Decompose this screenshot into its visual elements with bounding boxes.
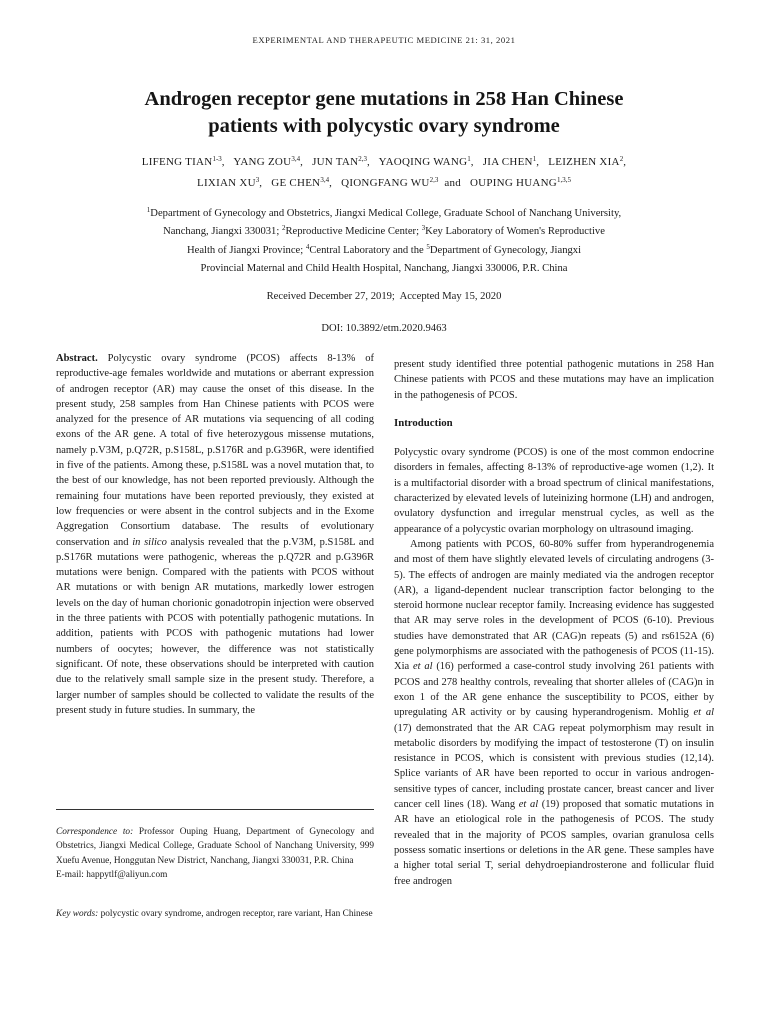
author: LIXIAN $XU^3$, bbox=[197, 176, 269, 189]
keywords-label: Key words: bbox=[56, 909, 99, 919]
introduction-paragraph-1: Polycystic ovary syndrome (PCOS) is one of the most common endocrine disorders in females, affecting 8-13% of reproductive-age women (1,2). It is a multifactorial disorder with a broad spectrum of clinical manifestations, characterized by elevated levels of luteinizing hormone (LH) and androgen, ovulatory dysfunction and irregular menstrual cycles, as well as the appearance of a polycystic ovarian morphology on ultrasound imaging. bbox=[394, 447, 714, 535]
keywords-note: Key words: polycystic ovary syndrome, androgen receptor, rare variant, Han Chinese bbox=[56, 909, 373, 919]
introduction-paragraph-2: Among patients with PCOS, 60-80% suffer from hyperandrogenemia and most of them have slightly elevated levels of circulating androgens (3-5). The effects of androgen are mainly mediated via the androgen receptor (AR), a ligand-dependent nuclear transcription factor belonging to the steroid hormone nuclear receptor family. Increasing evidence has suggested that AR may serve roles in the development of PCOS (6-10). Previous studies have demonstrated that AR (CAG)n repeats (5) and rs6152A (6) gene polymorphisms are associated with the pathogenesis of PCOS (11-15). Xia et al (16) performed a case-control study involving 261 patients with PCOS and 278 healthy controls, revealing that shorter alleles of (CAG)n in exon 1 of the AR gene enhance the susceptibility to PCOS, either by upregulating AR activity or by causing hyperandrogenism. Mohlig et al (17) demonstrated that the AR CAG repeat polymorphism may result in metabolic disorders by modifying the impact of testosterone (T) on insulin resistance in PCOS, which is consistent with previous studies (12,14). Splice variants of AR have been reported to occur in various androgen-sensitive types of cancer, including prostate cancer, breast cancer and liver cancer cell lines (18). Wang et al (19) proposed that somatic mutations in AR have an etiological role in the pathogenesis of PCOS. The study revealed that in the majority of PCOS samples, ovarian granulosa cells possess somatic insertions or deletions in the AR gene. These samples have a higher total serial T, serial dehydroepiandrosterone and follicular fluid free androgen bbox=[394, 538, 715, 887]
received-accepted-dates: Received December 27, 2019; Accepted May 15, 2020 bbox=[266, 291, 502, 302]
author: JUN TAN$^{2,3}$, bbox=[312, 155, 377, 168]
email: E-mail: happytlf@aliyun.com bbox=[56, 870, 168, 881]
correspondence-label: Correspondence to: bbox=[56, 827, 134, 837]
doi: DOI: 10.3892/etm.2020.9463 bbox=[321, 323, 447, 334]
right-column bbox=[394, 357, 714, 889]
author: QIONGFANG WU$^{2,3}$ and bbox=[341, 176, 467, 189]
author: LIFENG TIAN$^{1-3}$, bbox=[141, 155, 231, 168]
abstract-continued: present study identified three potential pathogenic mutations in 258 Han Chinese patients with PCOS and these mutations may have an implication in the pathogenesis of PCOS. bbox=[394, 359, 714, 401]
abstract-label: Abstract. bbox=[56, 353, 98, 364]
affiliations: $^1$Department of Gynecology and Obstetrics, Jiangxi Medical College, Graduate School of Nanchang University, Nanchang, Jiangxi 330031; $^2$Reproductive Medicine Center; $^3$Key Laboratory of Women's Reproductive Health of Jiangxi Province; $^4$Central Laboratory and the $^5$Department of Gynecology, Jiangxi Provincial Maternal and Child Health Hospital, Nanchang, Jiangxi 330006, P.R. China bbox=[146, 206, 622, 275]
footnote-divider bbox=[56, 809, 374, 810]
title-line-1: Androgen receptor gene mutations in 258 Han Chinese bbox=[144, 88, 624, 110]
running-head: EXPERIMENTAL AND THERAPEUTIC MEDICINE 21: 31, 2021 bbox=[252, 35, 516, 45]
author: YANG ZOU$^{3,4}$, bbox=[233, 155, 310, 168]
author: OUPING HUANG$^{1,3,5}$ bbox=[469, 176, 571, 189]
author: GE CHEN$^{3,4}$, bbox=[271, 176, 339, 189]
title-line-2: patients with polycystic ovary syndrome bbox=[208, 115, 560, 137]
left-column bbox=[56, 351, 374, 718]
article-title bbox=[80, 86, 688, 140]
abstract: Abstract. Polycystic ovary syndrome (PCOS) affects 8-13% of reproductive-age females worldwide and mutations or aberrant expression of androgen receptor (AR) may cause the onset of this disease. In the present study, 258 samples from Han Chinese patients with PCOS were analyzed for the presence of AR mutations via sequencing of all coding exons of the AR gene. A total of five heterozygous missense mutations, namely p.V3M, p.Q72R, p.S158L, p.S176R and p.G396R, were identified in five of the patients. Among these, p.S158L was a novel mutation that, to the best of our knowledge, has not been reported previously. Although the remaining four mutations have been reported previously, they existed at low frequencies or were absent in the control subjects and in the Exome Aggregation Consortium database. The results of evolutionary conservation and in silico analysis revealed that the p.V3M, p.S158L and p.S176R mutations were pathogenic, whereas the p.Q72R and p.G396R mutations were benign. Compared with the patients with PCOS without AR mutations or with benign AR mutations, markedly lower estrogen levels on the day of human chorionic gonadotropin injection were observed in the three patients with PCOS with potentially pathogenic mutations. In addition, patients with PCOS with pathogenic mutations had lower numbers of oocytes; however, the difference was not statistically significant. Of note, these observations should be interpreted with caution due to the relatively small sample size in the present study. Therefore, a larger number of samples should be collected to validate the results of the present study in future studies. In summary, the bbox=[56, 353, 375, 716]
author: YAOQING WANG$^1$, bbox=[378, 155, 480, 168]
author: JIA CHEN$^1$, bbox=[482, 155, 546, 168]
correspondence-note: Correspondence to: Professor Ouping Huang, Department of Gynecology and Obstetrics, Jiangxi Medical College, Graduate School of Nanchang University, 999 Xuefu Avenue, Honggutan New District, Nanchang, Jiangxi 330031, P.R. China E-mail: happytlf@aliyun.com bbox=[56, 827, 374, 881]
author: LEIZHEN XIA$^2$, bbox=[548, 155, 627, 168]
introduction-heading: Introduction bbox=[394, 416, 453, 429]
author-list bbox=[60, 152, 708, 194]
